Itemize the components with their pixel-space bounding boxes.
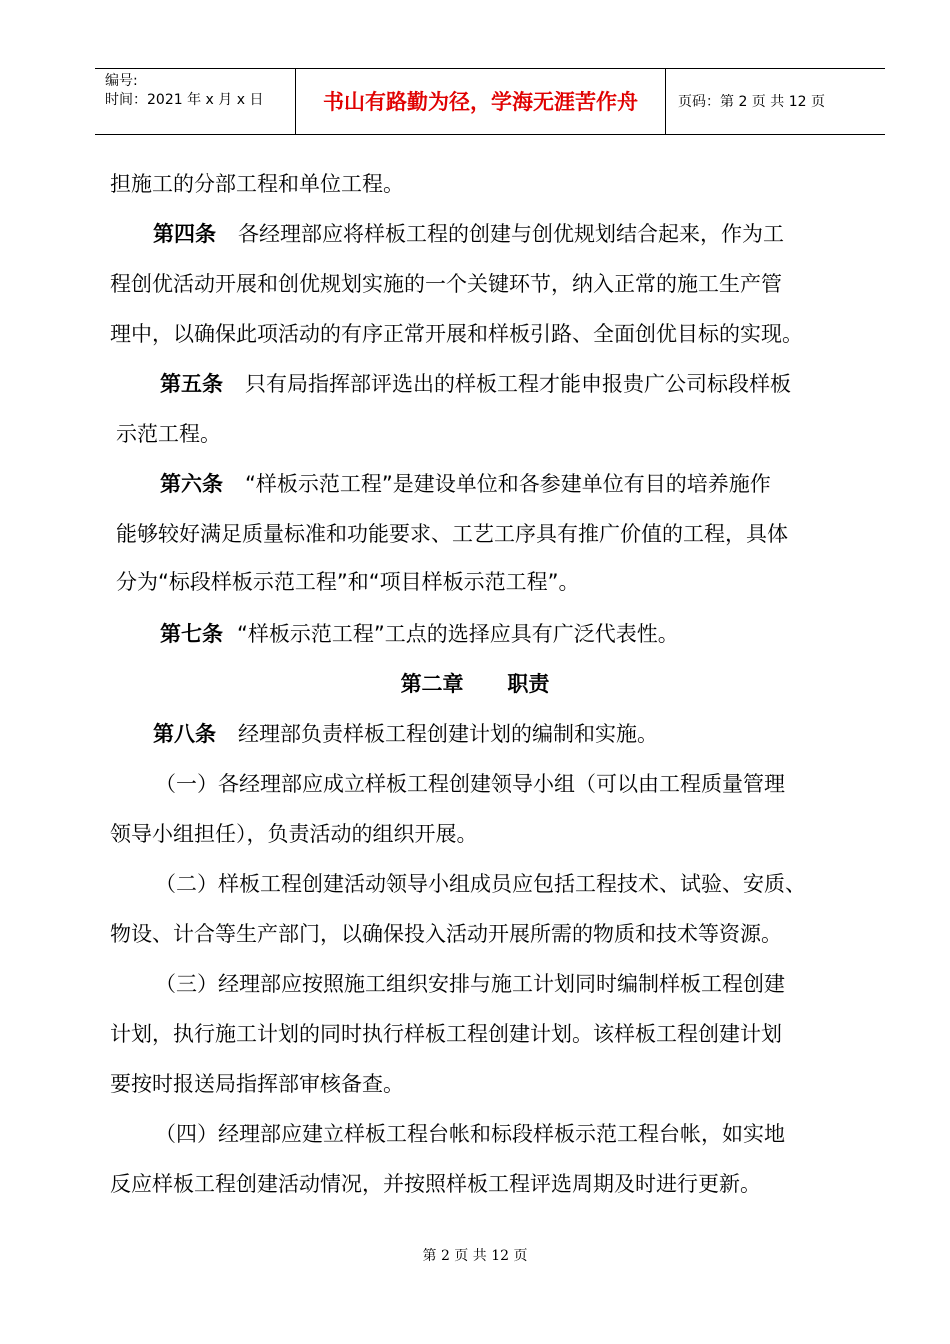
paragraph-line: （一）各经理部应成立样板工程创建领导小组（可以由工程质量管理	[155, 772, 785, 796]
article-7-line	[160, 620, 679, 648]
paragraph-line: 领导小组担任），负责活动的组织开展。	[110, 822, 478, 846]
paragraph-line: 示范工程。	[116, 422, 221, 446]
chapter-heading: 第二章 职责	[400, 672, 550, 696]
article-4-line	[153, 220, 784, 248]
article-5-text: 只有局指挥部评选出的样板工程才能申报贵广公司标段样板	[245, 372, 791, 396]
paragraph-line: 反应样板工程创建活动情况，并按照样板工程评选周期及时进行更新。	[110, 1172, 761, 1196]
paragraph-line: （二）样板工程创建活动领导小组成员应包括工程技术、试验、安质、	[155, 872, 806, 896]
article-4-text: 各经理部应将样板工程的创建与创优规划结合起来，作为工	[238, 222, 784, 246]
article-7-text: “样板示范工程”工点的选择应具有广泛代表性。	[237, 622, 679, 646]
paragraph-line: 要按时报送局指挥部审核备查。	[110, 1072, 404, 1096]
paragraph-line: 分为“标段样板示范工程”和“项目样板示范工程”。	[116, 570, 580, 594]
paragraph-line: 计划，执行施工计划的同时执行样板工程创建计划。该样板工程创建计划	[110, 1022, 782, 1046]
header-page-cell	[666, 69, 885, 134]
paragraph-line: （四）经理部应建立样板工程台帐和标段样板示范工程台帐，如实地	[155, 1122, 785, 1146]
article-8-line	[153, 720, 658, 748]
paragraph-line: 担施工的分部工程和单位工程。	[110, 172, 404, 196]
header-meta-cell	[95, 69, 296, 134]
document-time-label: 时间：2021 年 x 月 x 日	[105, 92, 264, 108]
header-page-info: 页码：第 2 页 共 12 页	[678, 94, 825, 110]
page-footer: 第 2 页 共 12 页	[422, 1248, 528, 1264]
article-5-label: 第五条	[160, 372, 223, 396]
paragraph-line: 物设、计合等生产部门，以确保投入活动开展所需的物质和技术等资源。	[110, 922, 782, 946]
article-8-label: 第八条	[153, 722, 216, 746]
article-6-label: 第六条	[160, 472, 223, 496]
paragraph-line: 程创优活动开展和创优规划实施的一个关键环节，纳入正常的施工生产管	[110, 272, 782, 296]
paragraph-line: （三）经理部应按照施工组织安排与施工计划同时编制样板工程创建	[155, 972, 785, 996]
page-header	[95, 68, 885, 135]
paragraph-line: 能够较好满足质量标准和功能要求、工艺工序具有推广价值的工程，具体	[116, 522, 788, 546]
article-7-label: 第七条	[160, 622, 223, 646]
document-code-label: 编号:	[105, 73, 138, 89]
paragraph-line: 理中，以确保此项活动的有序正常开展和样板引路、全面创优目标的实现。	[110, 322, 803, 346]
article-6-line	[160, 470, 771, 498]
article-4-label: 第四条	[153, 222, 216, 246]
article-5-line	[160, 370, 791, 398]
article-6-text: “样板示范工程”是建设单位和各参建单位有目的培养施作	[245, 472, 771, 496]
header-motto-cell	[296, 69, 666, 134]
article-8-text: 经理部负责样板工程创建计划的编制和实施。	[238, 722, 658, 746]
header-motto: 书山有路勤为径，学海无涯苦作舟	[323, 89, 638, 114]
